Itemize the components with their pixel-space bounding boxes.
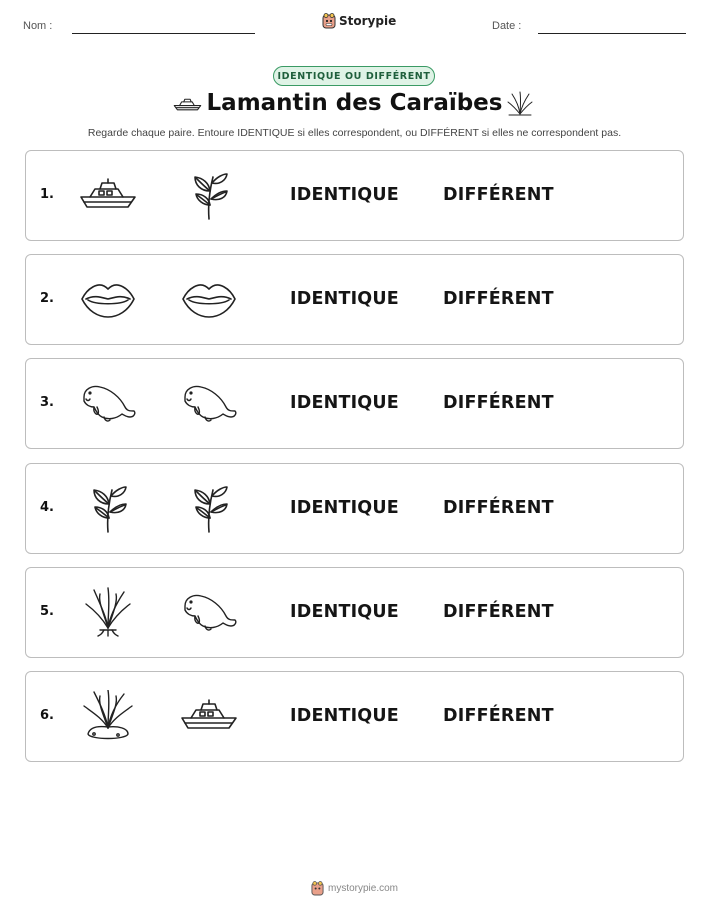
seagrass-icon bbox=[78, 586, 138, 638]
title-seagrass-icon bbox=[505, 90, 535, 122]
date-label: Date : bbox=[492, 20, 522, 32]
identique-option[interactable]: IDENTIQUE bbox=[290, 185, 399, 205]
question-row bbox=[25, 463, 684, 554]
question-number: 5. bbox=[40, 604, 54, 619]
identique-option[interactable]: IDENTIQUE bbox=[290, 706, 399, 726]
different-option[interactable]: DIFFÉRENT bbox=[443, 185, 554, 205]
brand-logo bbox=[322, 13, 396, 29]
manatee-icon bbox=[179, 586, 239, 638]
different-option[interactable]: DIFFÉRENT bbox=[443, 706, 554, 726]
identique-option[interactable]: IDENTIQUE bbox=[290, 498, 399, 518]
page-title: Lamantin des Caraïbes bbox=[206, 90, 503, 116]
footer bbox=[0, 881, 709, 896]
question-number: 1. bbox=[40, 187, 54, 202]
lips-icon bbox=[78, 273, 138, 325]
question-number: 4. bbox=[40, 500, 54, 515]
different-option[interactable]: DIFFÉRENT bbox=[443, 289, 554, 309]
storypie-mascot-icon bbox=[322, 13, 336, 29]
different-option[interactable]: DIFFÉRENT bbox=[443, 393, 554, 413]
boat-icon bbox=[179, 690, 239, 742]
seagrass-rock-icon bbox=[78, 690, 138, 742]
instructions: Regarde chaque paire. Entoure IDENTIQUE si elles correspondent, ou DIFFÉRENT si elles ne correspondent pas. bbox=[87, 127, 622, 139]
boat-icon bbox=[78, 169, 138, 221]
date-line[interactable] bbox=[538, 33, 686, 34]
question-number: 2. bbox=[40, 291, 54, 306]
question-row bbox=[25, 254, 684, 345]
question-number: 6. bbox=[40, 708, 54, 723]
question-number: 3. bbox=[40, 395, 54, 410]
plant-icon bbox=[78, 482, 138, 534]
name-line[interactable] bbox=[72, 33, 255, 34]
question-row bbox=[25, 150, 684, 241]
manatee-icon bbox=[179, 377, 239, 429]
question-row bbox=[25, 671, 684, 762]
manatee-icon bbox=[78, 377, 138, 429]
plant-icon bbox=[179, 482, 239, 534]
name-label: Nom : bbox=[23, 20, 53, 32]
identique-option[interactable]: IDENTIQUE bbox=[290, 289, 399, 309]
footer-mascot-icon bbox=[311, 881, 324, 896]
brand-name: Storypie bbox=[339, 14, 397, 28]
question-row bbox=[25, 567, 684, 658]
footer-url[interactable]: mystorypie.com bbox=[327, 883, 398, 894]
worksheet-badge: IDENTIQUE OU DIFFÉRENT bbox=[273, 66, 435, 86]
identique-option[interactable]: IDENTIQUE bbox=[290, 393, 399, 413]
lips-icon bbox=[179, 273, 239, 325]
different-option[interactable]: DIFFÉRENT bbox=[443, 602, 554, 622]
question-row bbox=[25, 358, 684, 449]
plant-icon bbox=[179, 169, 239, 221]
different-option[interactable]: DIFFÉRENT bbox=[443, 498, 554, 518]
identique-option[interactable]: IDENTIQUE bbox=[290, 602, 399, 622]
